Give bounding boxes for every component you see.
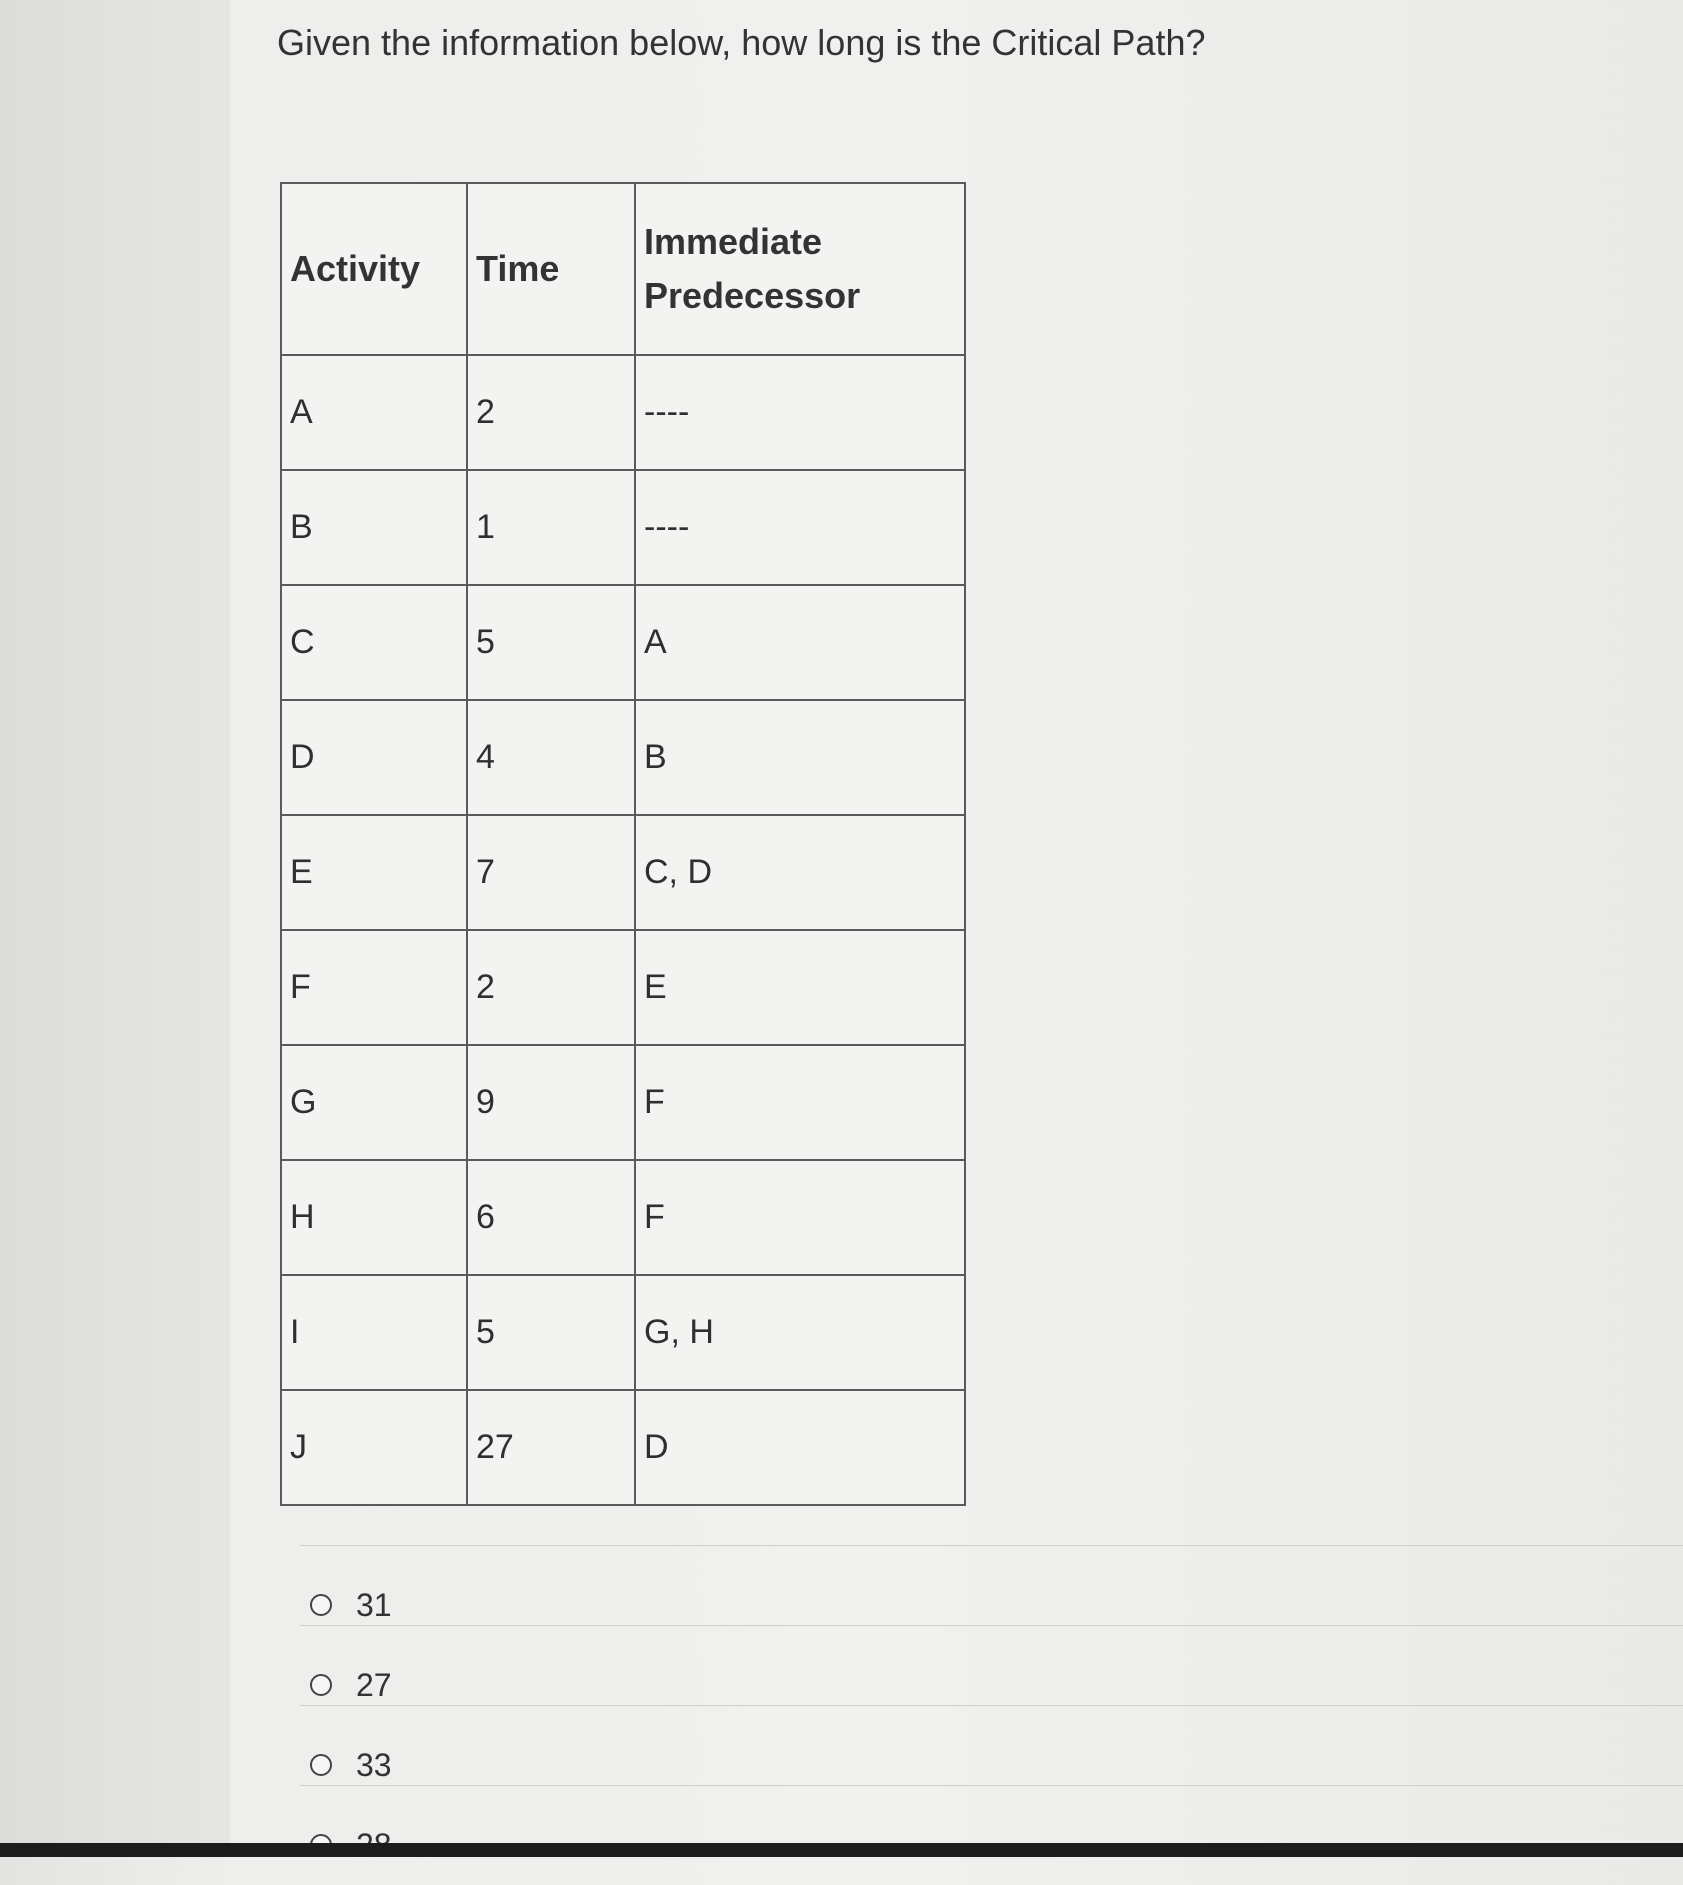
cell-activity: H (281, 1160, 467, 1275)
divider (300, 1545, 1683, 1546)
table-row (281, 1390, 965, 1505)
table-row (281, 470, 965, 585)
cell-activity: G (281, 1045, 467, 1160)
answer-option[interactable] (310, 1725, 392, 1805)
screen-bezel (0, 1843, 1683, 1857)
header-immediate-predecessor (635, 183, 965, 355)
answer-option[interactable] (310, 1645, 392, 1725)
table-row (281, 1275, 965, 1390)
cell-activity: A (281, 355, 467, 470)
table-row (281, 930, 965, 1045)
activity-table (280, 182, 966, 1506)
divider (300, 1625, 1683, 1626)
answer-option[interactable] (310, 1565, 392, 1645)
divider (300, 1785, 1683, 1786)
radio-button[interactable] (310, 1594, 332, 1616)
cell-predecessor: ---- (635, 470, 965, 585)
cell-predecessor: F (635, 1160, 965, 1275)
cell-time: 2 (467, 930, 635, 1045)
cell-time: 1 (467, 470, 635, 585)
header-predecessor-line1: Immediate (644, 221, 823, 262)
header-time: Time (467, 183, 635, 355)
cell-activity: D (281, 700, 467, 815)
radio-button[interactable] (310, 1674, 332, 1696)
cell-activity: F (281, 930, 467, 1045)
radio-button[interactable] (310, 1754, 332, 1776)
divider (300, 1705, 1683, 1706)
table-row (281, 355, 965, 470)
cell-predecessor: B (635, 700, 965, 815)
cell-time: 9 (467, 1045, 635, 1160)
answer-option-label: 31 (356, 1586, 392, 1623)
cell-time: 4 (467, 700, 635, 815)
cell-predecessor: ---- (635, 355, 965, 470)
table-row (281, 1160, 965, 1275)
cell-predecessor: F (635, 1045, 965, 1160)
table-row (281, 1045, 965, 1160)
cell-time: 5 (467, 585, 635, 700)
cell-predecessor: C, D (635, 815, 965, 930)
cell-predecessor: D (635, 1390, 965, 1505)
cell-activity: C (281, 585, 467, 700)
cell-activity: J (281, 1390, 467, 1505)
header-predecessor-line2: Predecessor (644, 275, 861, 316)
table-row (281, 815, 965, 930)
cell-predecessor: G, H (635, 1275, 965, 1390)
table-header-row (281, 183, 965, 355)
cell-time: 7 (467, 815, 635, 930)
cell-predecessor: A (635, 585, 965, 700)
cell-activity: B (281, 470, 467, 585)
cell-time: 5 (467, 1275, 635, 1390)
table-row (281, 585, 965, 700)
answer-option-label: 27 (356, 1666, 392, 1703)
left-margin (0, 0, 230, 1857)
header-activity: Activity (281, 183, 467, 355)
cell-time: 6 (467, 1160, 635, 1275)
cell-activity: E (281, 815, 467, 930)
answer-option-label: 33 (356, 1746, 392, 1783)
cell-predecessor: E (635, 930, 965, 1045)
cell-time: 2 (467, 355, 635, 470)
table-row (281, 700, 965, 815)
cell-activity: I (281, 1275, 467, 1390)
answer-options (310, 1565, 392, 1885)
question-text: Given the information below, how long is the Critical Path? (277, 22, 1206, 63)
cell-time: 27 (467, 1390, 635, 1505)
